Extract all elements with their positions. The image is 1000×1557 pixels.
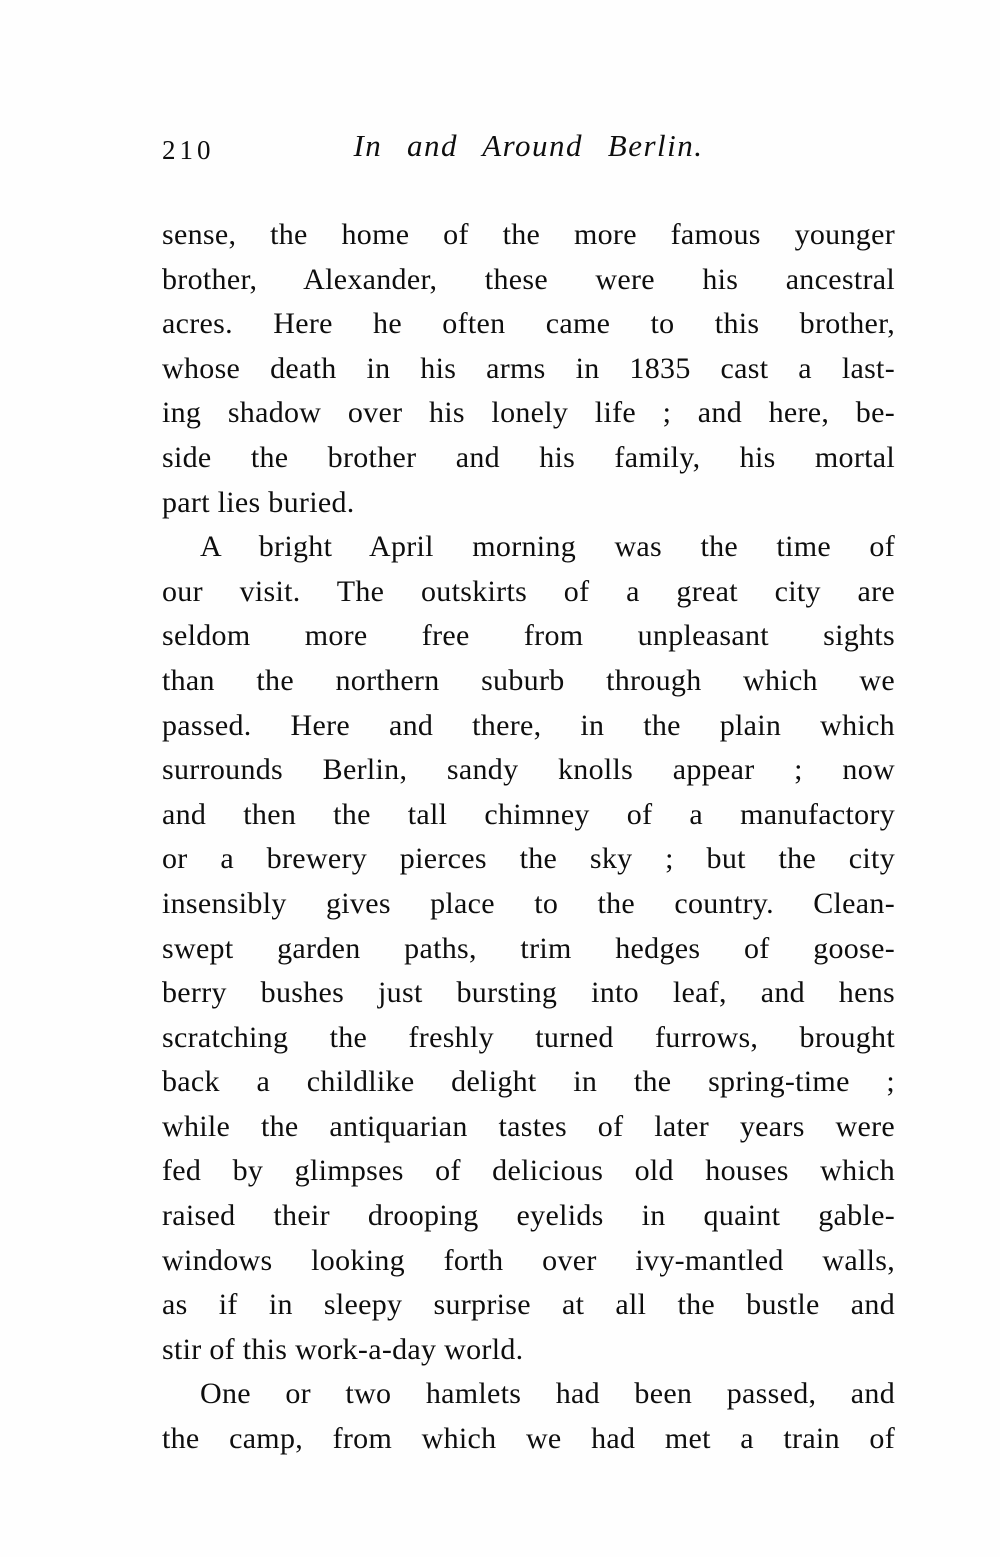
text-line: while the antiquarian tastes of later years were xyxy=(162,1109,895,1143)
text-line: acres. Here he often came to this brother, xyxy=(162,307,895,341)
text-line: raised their drooping eyelids in quaint gable- xyxy=(162,1199,895,1233)
text-line: windows looking forth over ivy-mantled walls, xyxy=(162,1243,895,1277)
text-line: stir of this work-a-day world. xyxy=(162,1332,524,1366)
text-line: as if in sleepy surprise at all the bustle and xyxy=(162,1288,895,1322)
text-line: our visit. The outskirts of a great city are xyxy=(162,574,895,608)
text-line: or a brewery pierces the sky ; but the city xyxy=(162,842,895,876)
text-line: swept garden paths, trim hedges of goose- xyxy=(162,931,895,965)
text-line: sense, the home of the more famous younger xyxy=(162,218,895,251)
text-line: passed. Here and there, in the plain which xyxy=(162,708,895,742)
page-body xyxy=(162,213,895,1462)
text-line: surrounds Berlin, sandy knolls appear ; now xyxy=(162,753,895,787)
text-line: berry bushes just bursting into leaf, and hens xyxy=(162,976,895,1010)
paragraph xyxy=(162,213,895,525)
text-line: fed by glimpses of delicious old houses which xyxy=(162,1154,895,1188)
text-line: seldom more free from unpleasant sights xyxy=(162,619,895,653)
text-line: whose death in his arms in 1835 cast a last- xyxy=(162,351,895,385)
paragraph xyxy=(162,525,895,1372)
page-number: 210 xyxy=(162,135,215,165)
text-line: One or two hamlets had been passed, and xyxy=(200,1377,895,1411)
text-line: the camp, from which we had met a train of xyxy=(162,1422,895,1456)
text-line: back a childlike delight in the spring-time ; xyxy=(162,1065,895,1099)
text-line: brother, Alexander, these were his ancestral xyxy=(162,262,895,296)
paragraph xyxy=(162,1372,895,1461)
page-header xyxy=(162,128,895,170)
text-line: A bright April morning was the time of xyxy=(200,530,895,564)
text-line: scratching the freshly turned furrows, brought xyxy=(162,1020,895,1054)
text-line: side the brother and his family, his mortal xyxy=(162,440,895,474)
running-head-title: In and Around Berlin. xyxy=(353,128,704,163)
text-line: and then the tall chimney of a manufactory xyxy=(162,797,895,831)
text-line: part lies buried. xyxy=(162,485,355,519)
text-line: insensibly gives place to the country. Clean- xyxy=(162,886,895,920)
text-line: than the northern suburb through which we xyxy=(162,663,895,697)
text-line: ing shadow over his lonely life ; and here, be- xyxy=(162,396,895,430)
